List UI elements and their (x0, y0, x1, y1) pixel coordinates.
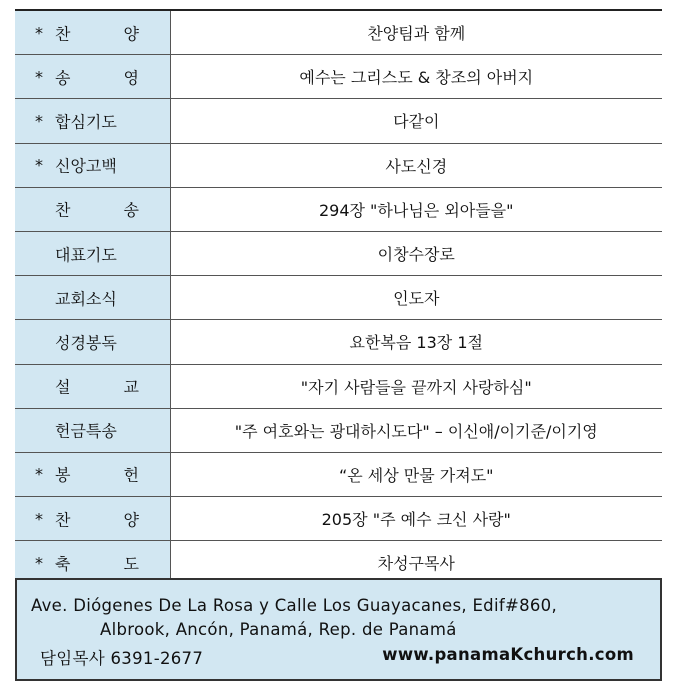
required-marker: * (35, 509, 43, 529)
label-char: 찬 (55, 200, 71, 220)
table-row (15, 320, 662, 364)
table-row (15, 187, 662, 231)
label-char: 찬 (55, 510, 71, 530)
label-text (55, 507, 139, 530)
required-marker: * (35, 111, 43, 131)
label-text (55, 198, 139, 221)
order-of-worship-table (15, 9, 662, 587)
required-marker: * (35, 553, 43, 573)
label-text: 교회소식 (55, 289, 117, 309)
label-char: 찬 (55, 24, 71, 44)
address-line-2: Albrook, Ancón, Panamá, Rep. de Panamá (100, 620, 457, 639)
order-item-value: 사도신경 (170, 143, 662, 187)
label-text (55, 463, 139, 486)
table-row (15, 364, 662, 408)
order-item-label (15, 99, 170, 143)
label-char: 송 (55, 68, 71, 88)
label-char: 양 (123, 24, 139, 44)
label-char: 송 (123, 200, 139, 220)
table-row (15, 143, 662, 187)
order-item-label (15, 143, 170, 187)
required-marker: * (35, 23, 43, 43)
order-item-value: 이창수장로 (170, 231, 662, 275)
table-row (15, 55, 662, 99)
order-item-value: 다같이 (170, 99, 662, 143)
order-item-label (15, 497, 170, 541)
order-item-value: 찬양팀과 함께 (170, 10, 662, 55)
label-text: 헌금특송 (55, 421, 117, 441)
website-link[interactable]: www.panamaKchurch.com (382, 645, 634, 664)
label-char: 축 (55, 554, 71, 574)
order-item-value: 예수는 그리스도 & 창조의 아버지 (170, 55, 662, 99)
required-marker: * (35, 155, 43, 175)
required-marker: * (35, 464, 43, 484)
label-text (55, 375, 139, 398)
label-char: 헌 (123, 465, 139, 485)
table-row (15, 408, 662, 452)
label-text (55, 21, 139, 44)
order-item-label (15, 10, 170, 55)
required-marker: * (35, 67, 43, 87)
table-row (15, 231, 662, 275)
label-text (55, 551, 139, 574)
label-text: 합심기도 (55, 112, 117, 132)
order-item-value: 인도자 (170, 276, 662, 320)
order-item-value: 294장 "하나님은 외아들을" (170, 187, 662, 231)
label-text: 성경봉독 (55, 333, 117, 353)
label-char: 영 (123, 68, 139, 88)
order-item-value: 차성구목사 (170, 541, 662, 586)
table-row (15, 276, 662, 320)
label-char: 도 (123, 554, 139, 574)
order-item-label (15, 408, 170, 452)
order-item-label (15, 364, 170, 408)
order-item-value: "자기 사람들을 끝까지 사랑하심" (170, 364, 662, 408)
label-char: 양 (123, 510, 139, 530)
label-char: 교 (123, 377, 139, 397)
table-row (15, 452, 662, 496)
pastor-phone: 담임목사 6391-2677 (40, 649, 204, 668)
order-item-value: 요한복음 13장 1절 (170, 320, 662, 364)
label-text: 대표기도 (55, 245, 117, 265)
table-row (15, 99, 662, 143)
order-item-label (15, 231, 170, 275)
order-item-value: "주 여호와는 광대하시도다" – 이신애/이기준/이기영 (170, 408, 662, 452)
address-line-1: Ave. Diógenes De La Rosa y Calle Los Guayacanes, Edif#860, (31, 596, 558, 615)
label-char: 설 (55, 377, 71, 397)
label-text: 신앙고백 (55, 156, 117, 176)
order-item-value: 205장 "주 예수 크신 사랑" (170, 497, 662, 541)
label-char: 봉 (55, 465, 71, 485)
table-row (15, 497, 662, 541)
order-item-label (15, 320, 170, 364)
church-info-box (15, 578, 662, 681)
label-text (55, 65, 139, 88)
order-item-value: “온 세상 만물 가져도" (170, 452, 662, 496)
order-item-label (15, 452, 170, 496)
order-item-label (15, 187, 170, 231)
order-item-label (15, 55, 170, 99)
table-row (15, 10, 662, 55)
order-of-worship-body (15, 10, 662, 586)
order-item-label (15, 276, 170, 320)
